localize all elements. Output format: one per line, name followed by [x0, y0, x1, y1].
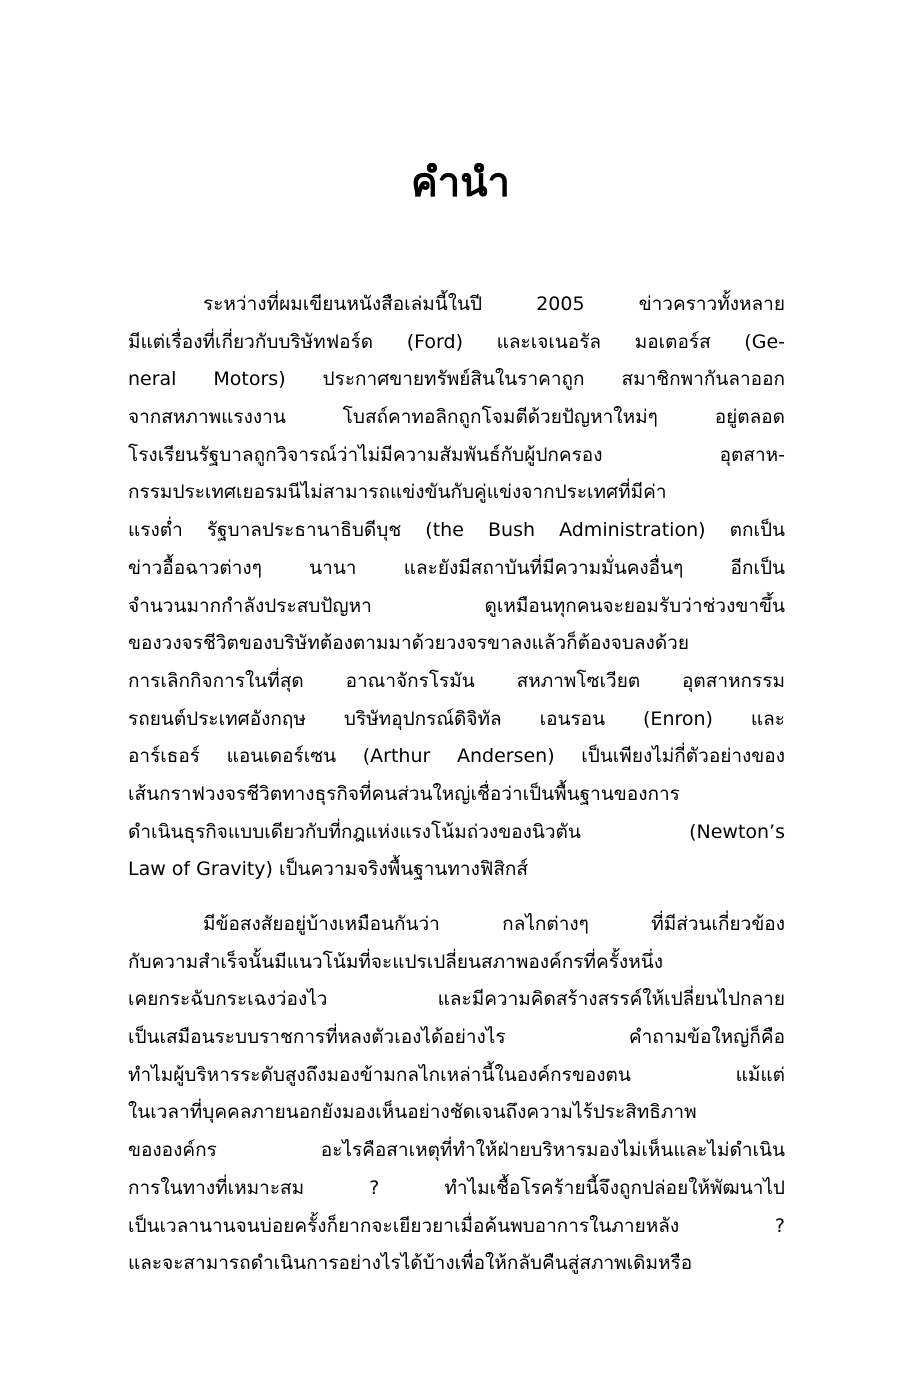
- text-line: มีข้อสงสัยอยู่บ้างเหมือนกันว่า กลไกต่างๆ ที่มีส่วนเกี่ยวข้อง: [203, 913, 785, 935]
- text-line: และจะสามารถดำเนินการอย่างไรได้บ้างเพื่อให้กลับคืนสู่สภาพเดิมหรือ: [128, 1252, 693, 1275]
- text-line: เป็นเสมือนระบบราชการที่หลงตัวเองได้อย่างไร คำถามข้อใหญ่ก็คือ: [128, 1026, 785, 1049]
- text-line: ข่าวอื้อฉาวต่างๆ นานา และยังมีสถาบันที่มีความมั่นคงอื่นๆ อีกเป็น: [128, 556, 785, 579]
- text-line: อาร์เธอร์ แอนเดอร์เซน (Arthur Andersen) เป็นเพียงไม่กี่ตัวอย่างของ: [128, 745, 785, 768]
- text-line: การเลิกกิจการในที่สุด อาณาจักรโรมัน สหภาพโซเวียต อุตสาหกรรม: [128, 669, 785, 692]
- paragraph-1: [128, 286, 785, 889]
- text-line: ระหว่างที่ผมเขียนหนังสือเล่มนี้ในปี 2005 ข่าวคราวทั้งหลาย: [203, 293, 785, 315]
- text-line: ทำไมผู้บริหารระดับสูงถึงมองข้ามกลไกเหล่านี้ในองค์กรของตน แม้แต่: [128, 1063, 785, 1086]
- text-line: รถยนต์ประเทศอังกฤษ บริษัทอุปกรณ์ดิจิทัล เอนรอน (Enron) และ: [128, 707, 785, 730]
- text-line: ในเวลาที่บุคคลภายนอกยังมองเห็นอย่างชัดเจนถึงความไร้ประสิทธิภาพ: [128, 1101, 697, 1124]
- text-line: แรงต่ำ รัฐบาลประธานาธิบดีบุช (the Bush Administration) ตกเป็น: [128, 519, 785, 542]
- page-title: คำนำ: [410, 160, 511, 206]
- text-line: เส้นกราฟวงจรชีวิตทางธุรกิจที่คนส่วนใหญ่เชื่อว่าเป็นพื้นฐานของการ: [128, 782, 680, 805]
- text-line: กับความสำเร็จนั้นมีแนวโน้มที่จะแปรเปลี่ยนสภาพองค์กรที่ครั้งหนึ่ง: [128, 950, 663, 973]
- text-line: เป็นเวลานานจนบ่อยครั้งก็ยากจะเยียวยาเมื่อค้นพบอาการในภายหลัง ?: [128, 1214, 785, 1237]
- text-line: มีแต่เรื่องที่เกี่ยวกับบริษัทฟอร์ด (Ford) และเจเนอรัล มอเตอร์ส (Ge-: [128, 330, 785, 353]
- text-line: neral Motors) ประกาศขายทรัพย์สินในราคาถูก สมาชิกพากันลาออก: [128, 368, 785, 391]
- text-line: Law of Gravity) เป็นความจริงพื้นฐานทางฟิสิกส์: [128, 858, 529, 881]
- text-line: ดำเนินธุรกิจแบบเดียวกับที่กฎแห่งแรงโน้มถ่วงของนิวตัน (Newton’s: [128, 820, 785, 843]
- text-line: จากสหภาพแรงงาน โบสถ์คาทอลิกถูกโจมตีด้วยปัญหาใหม่ๆ อยู่ตลอด: [128, 406, 785, 429]
- text-line: จำนวนมากกำลังประสบปัญหา ดูเหมือนทุกคนจะยอมรับว่าช่วงขาขึ้น: [128, 594, 785, 617]
- paragraph-2: [128, 906, 785, 1283]
- text-line: เคยกระฉับกระเฉงว่องไว และมีความคิดสร้างสรรค์ให้เปลี่ยนไปกลาย: [128, 988, 785, 1011]
- text-line: การในทางที่เหมาะสม ? ทำไมเชื้อโรคร้ายนี้จึงถูกปล่อยให้พัฒนาไป: [128, 1176, 785, 1199]
- text-line: กรรมประเทศเยอรมนีไม่สามารถแข่งขันกับคู่แข่งจากประเทศที่มีค่า: [128, 481, 667, 504]
- text-line: ของวงจรชีวิตของบริษัทต้องตามมาด้วยวงจรขาลงแล้วก็ต้องจบลงด้วย: [128, 632, 689, 655]
- text-line: โรงเรียนรัฐบาลถูกวิจารณ์ว่าไม่มีความสัมพันธ์กับผู้ปกครอง อุตสาห-: [128, 443, 785, 466]
- text-line: ขององค์กร อะไรคือสาเหตุที่ทำให้ฝ่ายบริหารมองไม่เห็นและไม่ดำเนิน: [128, 1139, 785, 1162]
